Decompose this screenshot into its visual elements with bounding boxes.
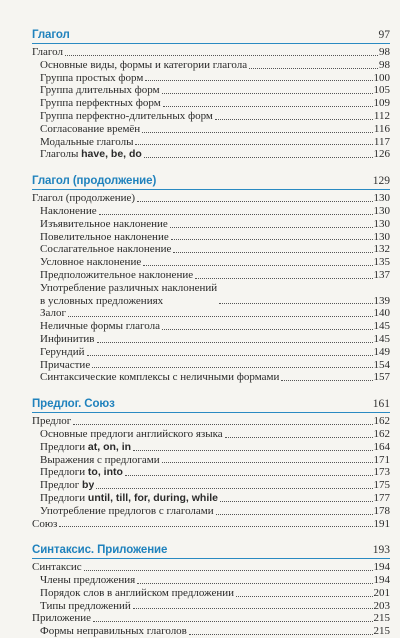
entry-page-number: 175 <box>373 479 390 492</box>
toc-entry <box>32 415 390 428</box>
entry-label <box>40 479 94 492</box>
entry-label <box>40 59 247 72</box>
entry-page-number: 117 <box>373 135 390 148</box>
dot-leader <box>173 251 372 253</box>
entry-page-number: 154 <box>373 358 390 371</box>
entry-page-number: 177 <box>373 491 390 504</box>
dot-leader <box>249 67 378 69</box>
dot-leader <box>99 213 373 215</box>
entry-text: Выражения с предлогами <box>40 453 160 466</box>
entry-text: Сослагательное наклонение <box>40 243 172 256</box>
dot-leader <box>163 105 373 107</box>
toc-section <box>32 395 390 530</box>
entry-label <box>40 307 66 320</box>
entry-text: Предлоги <box>40 466 88 479</box>
dot-leader <box>236 595 372 597</box>
entry-page-number: 130 <box>373 217 390 230</box>
toc-entry <box>32 612 390 625</box>
entry-label-line: в условных предложениях <box>40 294 164 307</box>
dot-leader <box>142 131 373 133</box>
toc-entry <box>32 269 390 282</box>
entry-text: Употребление предлогов с глаголами <box>40 504 214 517</box>
entry-label <box>40 282 217 308</box>
dot-leader <box>84 569 373 571</box>
entry-text: Повелительное наклонение <box>40 230 169 243</box>
entry-label <box>32 561 82 574</box>
entry-label-line: Употребление различных наклонений <box>40 281 218 294</box>
toc-entry <box>32 84 390 97</box>
entry-label <box>40 231 169 244</box>
entry-text: Группа перфектных форм <box>40 97 161 110</box>
toc-section <box>32 541 390 638</box>
dot-leader <box>73 423 372 425</box>
entry-text: Группа простых форм <box>40 71 144 84</box>
entry-label <box>32 192 135 205</box>
dot-leader <box>137 582 372 584</box>
dot-leader <box>162 328 373 330</box>
toc-section <box>32 26 390 161</box>
entry-label <box>40 346 85 359</box>
entry-page-number: 194 <box>373 574 390 587</box>
entry-text: Герундий <box>40 345 85 358</box>
entry-label <box>32 415 71 428</box>
toc-entry <box>32 600 390 613</box>
entry-keyword: until, till, for, during, while <box>87 491 218 504</box>
toc-entry <box>32 136 390 149</box>
entry-page-number: 135 <box>373 256 390 269</box>
entry-keyword: to, into <box>87 466 123 479</box>
entry-text: Предлог <box>40 479 83 492</box>
entry-text: Причастие <box>40 358 91 371</box>
section-heading <box>32 395 390 413</box>
entry-text: Предлоги <box>40 491 88 504</box>
toc-entry <box>32 282 390 308</box>
entry-page-number: 171 <box>373 453 390 466</box>
entry-text: Глаголы <box>40 148 82 161</box>
entry-page-number: 145 <box>373 332 390 345</box>
entry-page-number: 162 <box>373 427 390 440</box>
entry-text: Согласование времён <box>40 122 141 135</box>
entry-page-number: 130 <box>373 192 390 205</box>
entry-page-number: 145 <box>373 320 390 333</box>
entry-text: Условное наклонение <box>40 256 142 269</box>
entry-page-number: 98 <box>379 46 390 58</box>
entry-text: Предлог <box>32 415 72 428</box>
entry-text: Типы предложений <box>40 599 131 612</box>
toc-entry <box>32 97 390 110</box>
toc-section <box>32 172 390 384</box>
entry-page-number: 157 <box>373 371 390 384</box>
entry-label <box>32 518 57 531</box>
dot-leader <box>96 487 372 489</box>
dot-leader <box>135 143 372 145</box>
entry-text: Предлоги <box>40 440 88 453</box>
entry-page-number: 130 <box>373 230 390 243</box>
entry-label <box>40 492 218 505</box>
toc-entry <box>32 110 390 123</box>
entry-text: Союз <box>32 517 58 530</box>
entry-page-number: 105 <box>373 84 390 97</box>
section-title: Синтаксис. Приложение <box>32 544 168 557</box>
entry-label <box>40 441 131 454</box>
entry-page-number: 132 <box>373 243 390 256</box>
entry-page-number: 149 <box>373 345 390 358</box>
entry-page-number: 137 <box>373 268 390 281</box>
dot-leader <box>97 341 373 343</box>
toc-entry <box>32 333 390 346</box>
dot-leader <box>195 277 372 279</box>
entry-page-number: 98 <box>379 58 390 71</box>
entry-page-number: 215 <box>373 625 390 638</box>
entry-page-number: 173 <box>373 466 390 479</box>
dot-leader <box>143 264 372 266</box>
dot-leader <box>281 379 372 381</box>
entry-label <box>40 454 160 467</box>
entry-page-number: 116 <box>373 122 390 135</box>
entry-text: Залог <box>40 307 66 320</box>
toc-entry <box>32 561 390 574</box>
entry-keyword: by <box>82 479 95 492</box>
section-heading <box>32 541 390 559</box>
entry-label <box>40 97 161 110</box>
dot-leader <box>189 633 373 635</box>
entry-label <box>40 359 90 372</box>
entry-text: Синтаксис <box>32 561 82 574</box>
dot-leader <box>87 354 373 356</box>
section-heading <box>32 172 390 190</box>
toc-entry <box>32 72 390 85</box>
dot-leader <box>162 92 373 94</box>
toc-entry <box>32 466 390 479</box>
dot-leader <box>216 513 373 515</box>
toc-entry <box>32 192 390 205</box>
entry-page-number: 126 <box>373 148 390 161</box>
toc-entry <box>32 371 390 384</box>
entry-page-number: 139 <box>373 294 390 307</box>
entry-page-number: 191 <box>373 517 390 530</box>
toc-entry <box>32 46 390 59</box>
dot-leader <box>125 474 373 476</box>
entry-label <box>40 333 95 346</box>
toc-entry <box>32 320 390 333</box>
dot-leader <box>92 366 372 368</box>
entry-label <box>40 600 131 613</box>
section-page-number: 161 <box>372 398 390 411</box>
toc-entry <box>32 307 390 320</box>
section-heading <box>32 26 390 44</box>
entry-label <box>40 218 168 231</box>
entry-text: Наклонение <box>40 204 97 217</box>
toc-entry <box>32 123 390 136</box>
entry-text: Группа перфектно-длительных форм <box>40 109 213 122</box>
entry-text: Основные предлоги английского языка <box>40 427 223 440</box>
entry-label <box>40 466 123 479</box>
entry-page-number: 194 <box>373 561 390 574</box>
toc-entry <box>32 231 390 244</box>
section-page-number: 97 <box>378 29 390 41</box>
dot-leader <box>220 500 373 502</box>
entry-label <box>40 256 141 269</box>
toc-entry <box>32 428 390 441</box>
toc-entry <box>32 518 390 531</box>
entry-label <box>40 123 140 136</box>
entry-label <box>40 72 143 85</box>
entry-page-number: 215 <box>373 612 390 625</box>
entry-label <box>40 84 160 97</box>
toc-entry <box>32 454 390 467</box>
entry-text: Модальные глаголы <box>40 135 134 148</box>
entry-label <box>40 243 171 256</box>
entry-text: Инфинитив <box>40 332 95 345</box>
toc-entry <box>32 218 390 231</box>
entry-page-number: 100 <box>373 71 390 84</box>
entry-label <box>40 269 193 282</box>
entry-label <box>40 320 160 333</box>
entry-page-number: 162 <box>373 415 390 428</box>
toc-entry <box>32 574 390 587</box>
entry-keyword: at, on, in <box>87 440 132 453</box>
entry-page-number: 201 <box>373 586 390 599</box>
toc-entry <box>32 492 390 505</box>
entry-text: Группа длительных форм <box>40 84 160 97</box>
dot-leader <box>171 238 373 240</box>
entry-page-number: 178 <box>373 504 390 517</box>
entry-label <box>40 136 133 149</box>
entry-text: Члены предложения <box>40 574 136 587</box>
toc-entry <box>32 148 390 161</box>
entry-text: Изъявительное наклонение <box>40 217 168 230</box>
entry-label <box>40 110 213 123</box>
dot-leader <box>219 302 372 304</box>
toc-entry <box>32 625 390 638</box>
section-title: Глагол (продолжение) <box>32 175 157 188</box>
dot-leader <box>162 461 373 463</box>
entry-label <box>40 587 234 600</box>
entry-page-number: 140 <box>373 307 390 320</box>
dot-leader <box>144 156 373 158</box>
entry-page-number: 203 <box>373 599 390 612</box>
entry-text: Формы неправильных глаголов <box>40 625 187 638</box>
entry-keyword: have, be, do <box>81 148 142 161</box>
toc-entry <box>32 587 390 600</box>
dot-leader <box>133 607 373 609</box>
entry-label <box>32 612 91 625</box>
entry-text: Глагол <box>32 46 63 58</box>
dot-leader <box>68 315 373 317</box>
entry-label <box>32 46 63 59</box>
dot-leader <box>133 449 372 451</box>
section-page-number: 193 <box>372 544 390 557</box>
toc-entry <box>32 505 390 518</box>
entry-page-number: 130 <box>373 204 390 217</box>
dot-leader <box>225 436 373 438</box>
dot-leader <box>215 118 373 120</box>
toc-entry <box>32 346 390 359</box>
section-page-number: 129 <box>372 175 390 188</box>
entry-label <box>40 625 187 638</box>
entry-text: Основные виды, формы и категории глагола <box>40 58 248 71</box>
dot-leader <box>137 200 372 202</box>
entry-label <box>40 428 223 441</box>
entry-text: Неличные формы глагола <box>40 320 160 333</box>
entry-label <box>40 148 142 161</box>
section-title: Глагол <box>32 29 70 41</box>
entry-text: Предположительное наклонение <box>40 268 194 281</box>
toc-entry <box>32 359 390 372</box>
entry-page-number: 112 <box>373 109 390 122</box>
dot-leader <box>59 525 372 527</box>
dot-leader <box>170 226 373 228</box>
entry-text: Синтаксические комплексы с неличными формами <box>40 371 280 384</box>
entry-label <box>40 205 97 218</box>
toc-entry <box>32 256 390 269</box>
entry-label <box>40 371 279 384</box>
section-title: Предлог. Союз <box>32 398 115 411</box>
entry-text: Порядок слов в английском предложении <box>40 586 235 599</box>
entry-label <box>40 505 214 518</box>
entry-page-number: 164 <box>373 440 390 453</box>
toc-entry <box>32 441 390 454</box>
toc-entry <box>32 205 390 218</box>
entry-text: Глагол (продолжение) <box>32 192 136 205</box>
entry-label <box>40 574 135 587</box>
dot-leader <box>93 620 372 622</box>
entry-text: Приложение <box>32 612 92 625</box>
toc-entry <box>32 59 390 72</box>
entry-page-number: 109 <box>373 97 390 110</box>
dot-leader <box>145 79 372 81</box>
toc-entry <box>32 479 390 492</box>
dot-leader <box>65 54 378 56</box>
toc-entry <box>32 243 390 256</box>
